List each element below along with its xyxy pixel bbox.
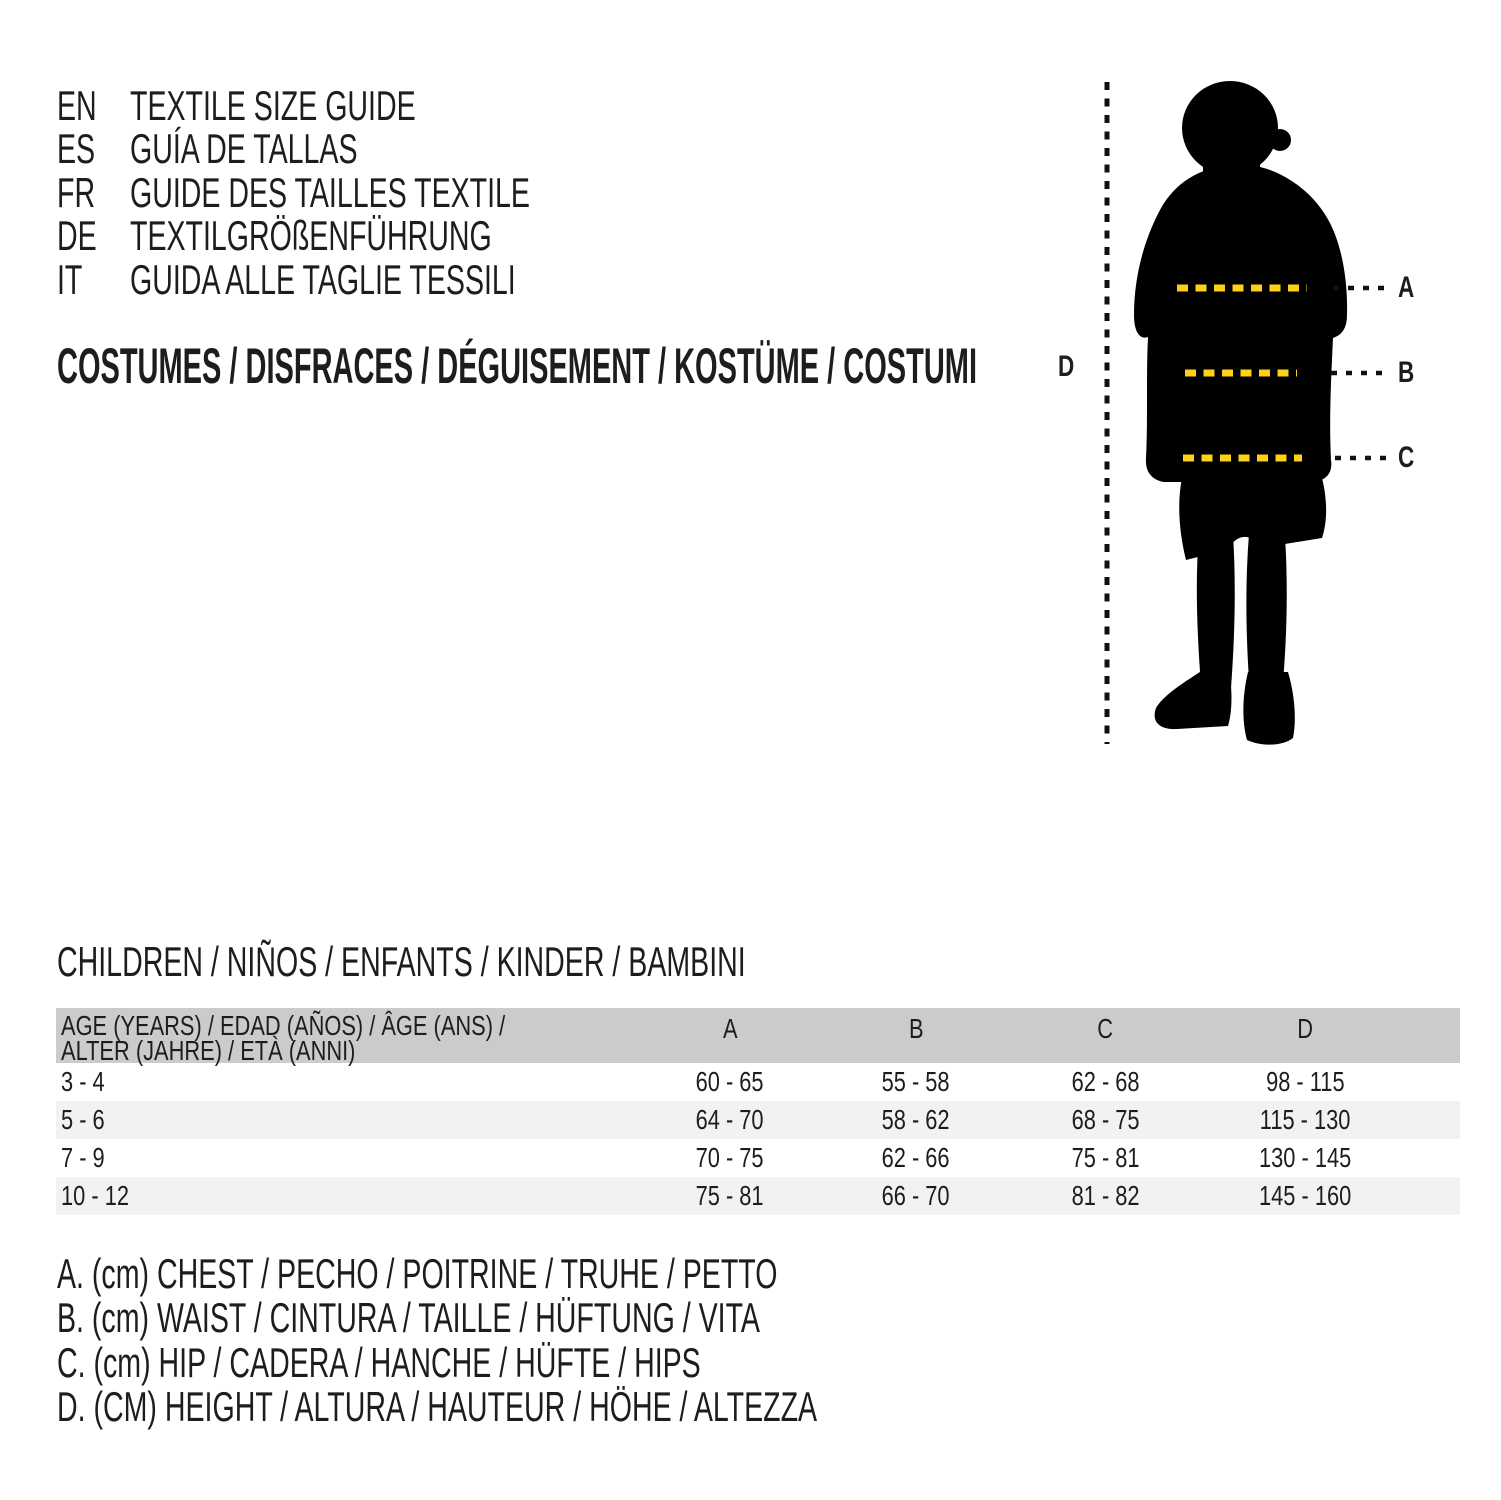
age-column-header: AGE (YEARS) / EDAD (AÑOS) / ÂGE (ANS) / ALTER (JAHRE) / ETÀ (ANNI) xyxy=(56,1008,639,1063)
waist-value: 66 - 70 xyxy=(881,1180,950,1211)
age-value: 10 - 12 xyxy=(61,1180,129,1211)
silhouette-right-shoe xyxy=(1243,672,1294,745)
child-silhouette-diagram xyxy=(1050,70,1470,760)
language-row-it xyxy=(57,255,718,303)
figure-label-hip: C xyxy=(1398,441,1415,474)
child-silhouette xyxy=(1134,81,1347,745)
language-code-it: IT xyxy=(57,255,83,303)
height-value: 98 - 115 xyxy=(1266,1066,1345,1097)
legend-height: D. (CM) HEIGHT / ALTURA / HAUTEUR / HÖHE / ALTEZZA xyxy=(57,1382,818,1430)
legend-waist: B. (cm) WAIST / CINTURA / TAILLE / HÜFTUNG / VITA xyxy=(57,1294,760,1342)
children-section-heading: CHILDREN / NIÑOS / ENFANTS / KINDER / BAMBINI xyxy=(57,938,746,985)
legend-chest: A. (cm) CHEST / PECHO / POITRINE / TRUHE / PETTO xyxy=(57,1250,778,1297)
chest-value: 60 - 65 xyxy=(695,1066,764,1097)
language-title-fr: GUIDE DES TAILLES TEXTILE xyxy=(130,168,530,216)
silhouette-right-leg xyxy=(1246,534,1286,682)
table-row xyxy=(56,1101,1460,1139)
hip-value: 75 - 81 xyxy=(1071,1142,1140,1173)
language-code-fr: FR xyxy=(57,168,96,216)
language-title-it: GUIDA ALLE TAGLIE TESSILI xyxy=(130,255,516,303)
waist-value: 55 - 58 xyxy=(881,1066,950,1097)
hip-value: 68 - 75 xyxy=(1071,1104,1140,1135)
height-value: 130 - 145 xyxy=(1259,1142,1352,1173)
table-header-row xyxy=(56,1008,1460,1063)
legend-hip: C. (cm) HIP / CADERA / HANCHE / HÜFTE / HIPS xyxy=(57,1338,701,1386)
table-row xyxy=(56,1063,1460,1101)
height-value: 115 - 130 xyxy=(1260,1104,1351,1135)
silhouette-left-shoe xyxy=(1155,670,1232,729)
silhouette-torso xyxy=(1134,165,1347,482)
column-header-d: D xyxy=(1200,1008,1411,1063)
column-header-spacer xyxy=(1411,1008,1460,1063)
chest-value: 64 - 70 xyxy=(695,1104,764,1135)
language-title-es: GUÍA DE TALLAS xyxy=(130,125,358,173)
chest-value: 70 - 75 xyxy=(695,1142,764,1173)
hip-value: 81 - 82 xyxy=(1071,1180,1140,1211)
column-header-b: B xyxy=(821,1008,1011,1063)
age-value: 5 - 6 xyxy=(61,1104,105,1135)
measurement-legend xyxy=(57,1252,1175,1429)
language-code-es: ES xyxy=(57,125,96,173)
silhouette-left-leg xyxy=(1197,532,1235,688)
language-row-es xyxy=(57,125,718,173)
category-title: COSTUMES / DISFRACES / DÉGUISEMENT / KOSTÜME / COSTUMI xyxy=(57,338,978,394)
age-value: 3 - 4 xyxy=(61,1066,105,1097)
language-row-fr xyxy=(57,168,718,216)
age-value: 7 - 9 xyxy=(61,1142,105,1173)
children-size-table xyxy=(56,1008,1460,1215)
waist-value: 58 - 62 xyxy=(881,1104,950,1135)
figure-label-chest: A xyxy=(1398,271,1415,304)
language-row-de xyxy=(57,212,718,260)
language-list xyxy=(57,84,718,301)
table-row xyxy=(56,1139,1460,1177)
waist-value: 62 - 66 xyxy=(881,1142,950,1173)
language-title-en: TEXTILE SIZE GUIDE xyxy=(130,82,416,129)
chest-value: 75 - 81 xyxy=(695,1180,764,1211)
language-code-en: EN xyxy=(57,82,97,129)
height-value: 145 - 160 xyxy=(1259,1180,1352,1211)
column-header-a: A xyxy=(639,1008,822,1063)
column-header-c: C xyxy=(1011,1008,1201,1063)
figure-label-waist: B xyxy=(1398,356,1415,389)
silhouette-ear xyxy=(1269,129,1291,151)
language-code-de: DE xyxy=(57,212,97,260)
language-row-en xyxy=(57,84,718,127)
language-title-de: TEXTILGRÖßENFÜHRUNG xyxy=(130,212,492,260)
figure-label-height: D xyxy=(1058,350,1075,383)
measurement-figure xyxy=(1050,70,1470,760)
table-row xyxy=(56,1177,1460,1215)
hip-value: 62 - 68 xyxy=(1071,1066,1140,1097)
